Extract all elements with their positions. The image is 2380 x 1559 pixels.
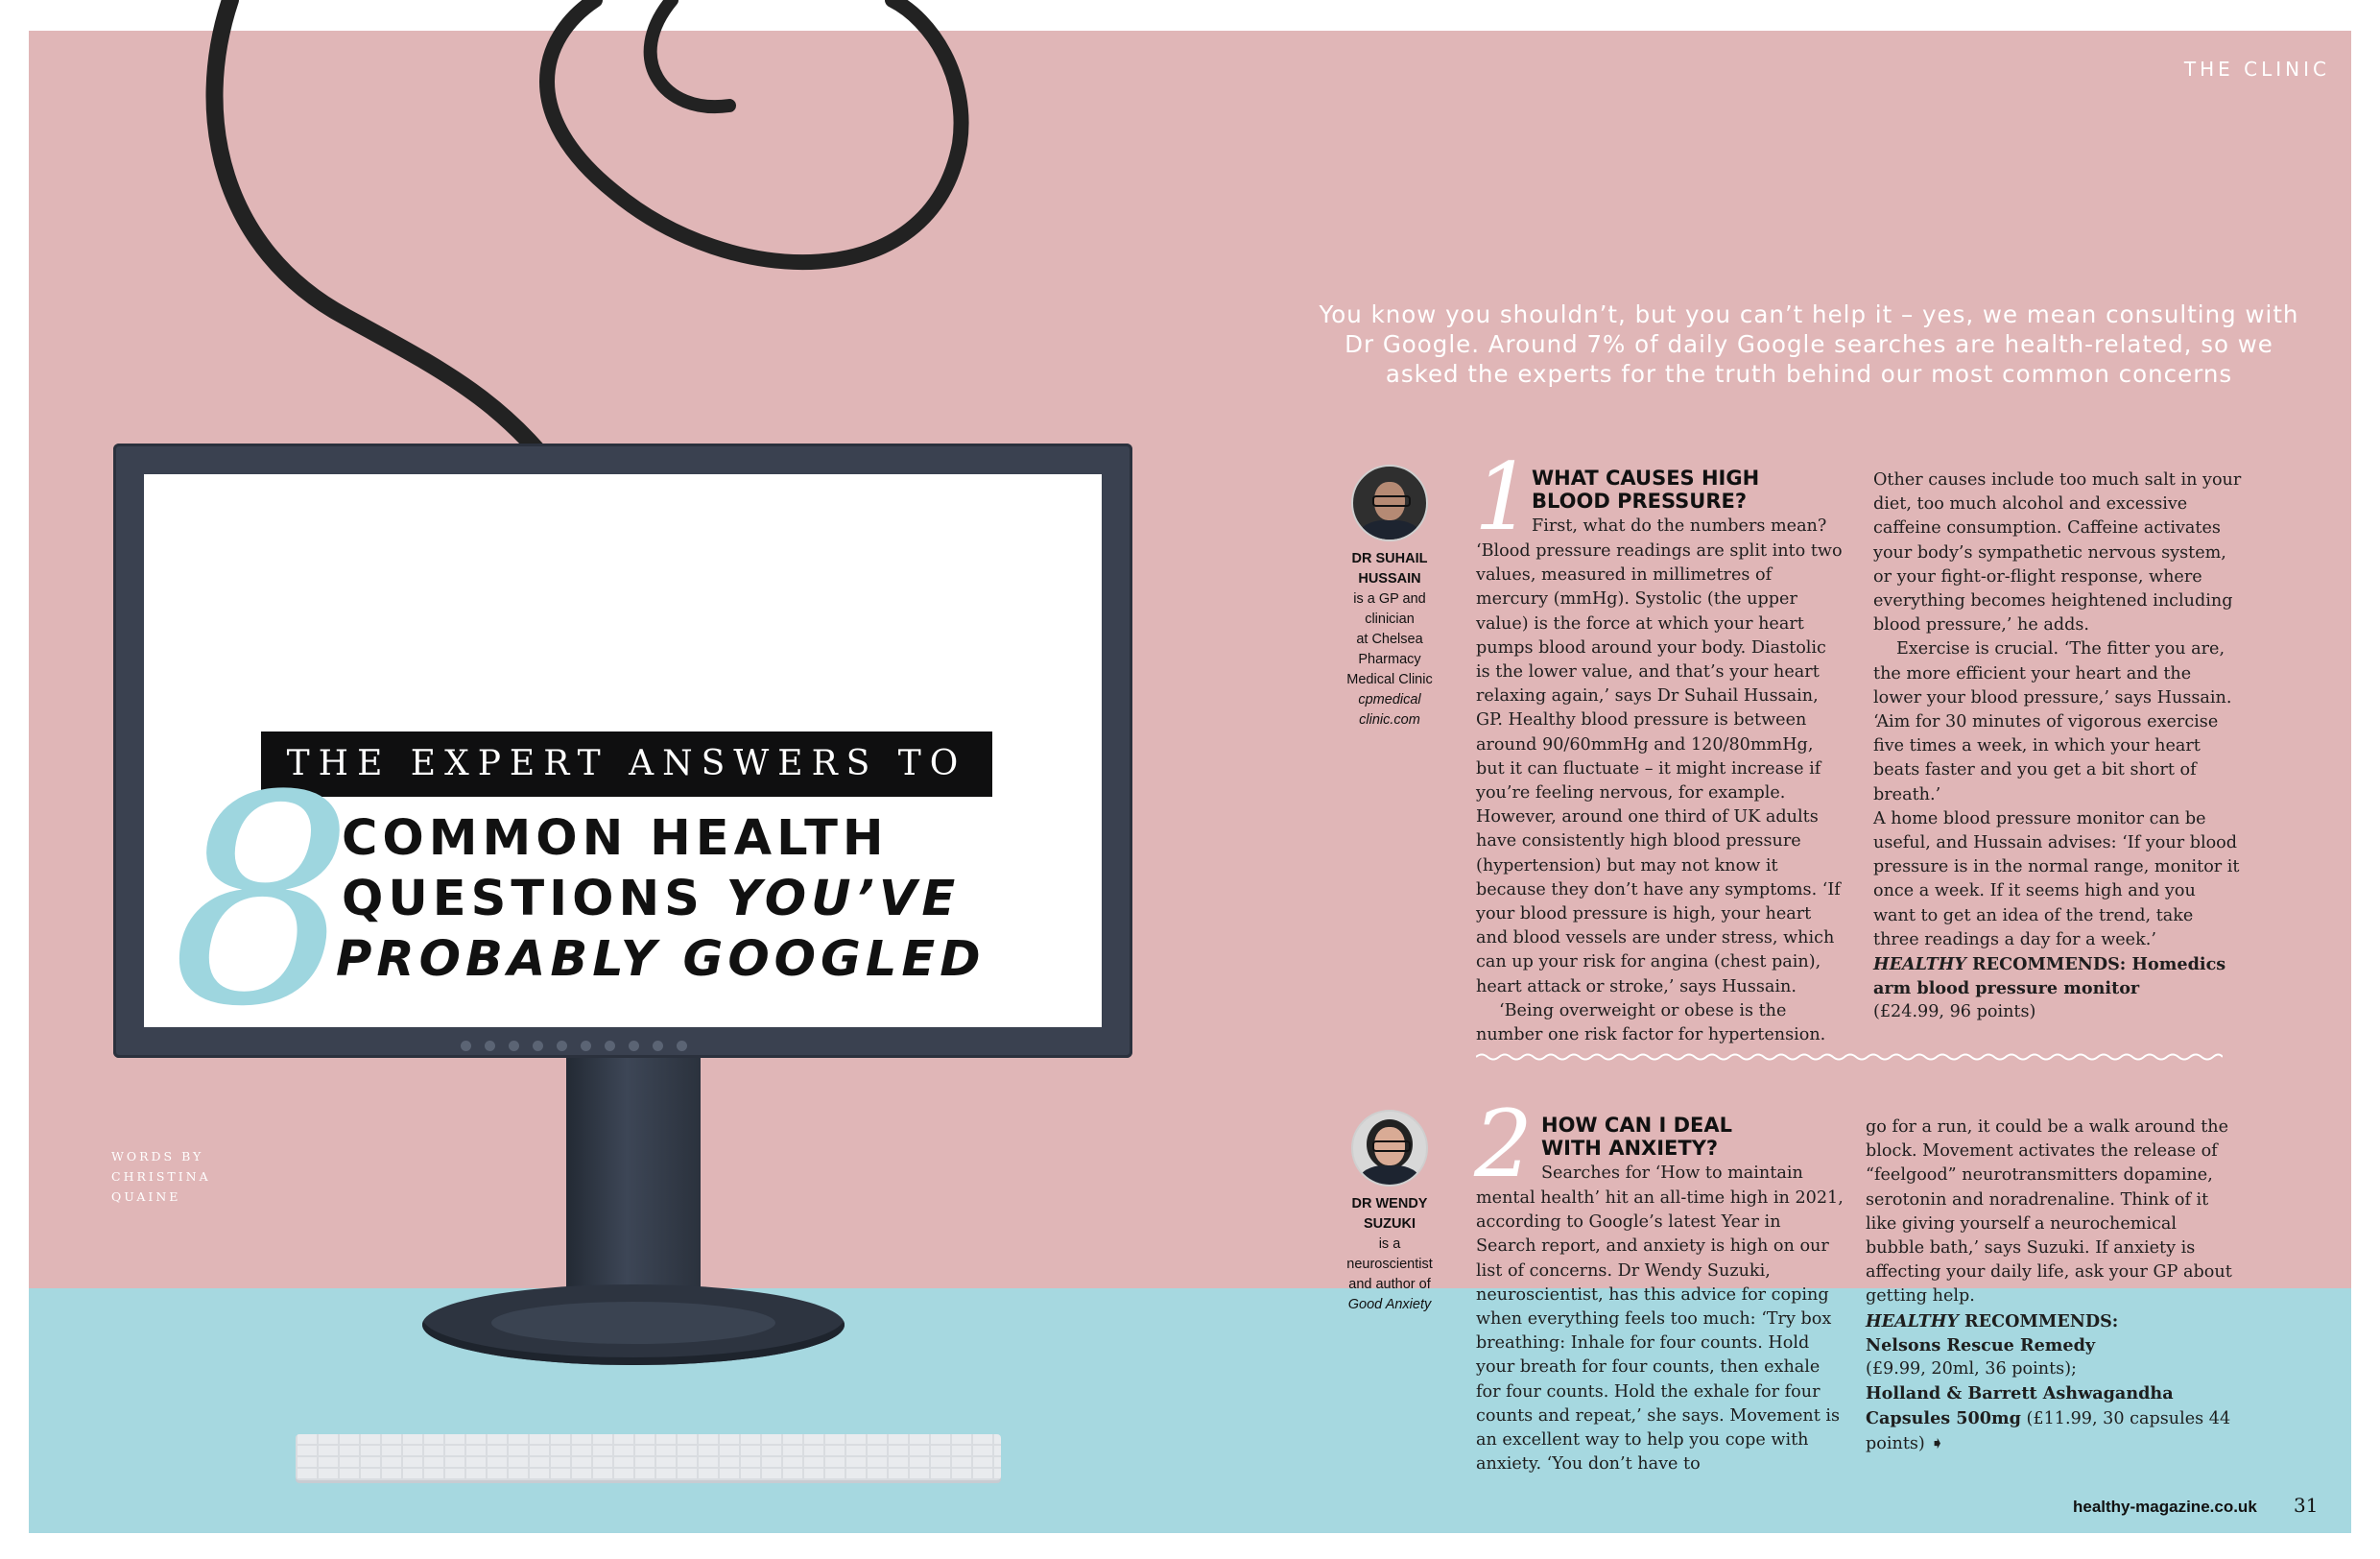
headline-kicker: THE EXPERT ANSWERS TO	[286, 744, 967, 783]
wavy-divider	[1476, 1052, 2223, 1062]
footer-url: healthy-magazine.co.uk	[2073, 1498, 2257, 1516]
headline	[336, 808, 986, 990]
article-column: mental health’ hit an all-time high in 2021, according to Google’s latest Year in Search report, and anxiety is high on our list of concerns. Dr Wendy Suzuki, neuroscientist, has this advice for coping when everything feels too much: ‘Try box breathing: Inhale for four counts. Hold your breath for four counts, then exhale for four counts. Hold the exhale for four counts and repeat,’ she says. Movement is an excellent way to help you cope with anxiety. ‘You don’t have to	[1476, 1188, 1844, 1475]
article-column: go for a run, it could be a walk around the block. Movement activates the release of “feelgood” neurotransmitters dopamine, serotonin and noradrenaline. Think of it like giving yourself a neurochemical bubble bath,’ says Suzuki. If anxiety is affecting your daily life, ask your GP about getting help. HEALTHY RECOMMENDS: Nelsons Rescue Remedy (£9.99, 20ml, 36 points); Holland & Barrett Ashwagandha Capsules 500mg (£11.99, 30 capsules 44 points) ➧	[1866, 1115, 2234, 1456]
headline-line2: QUESTIONS YOU’VE	[342, 871, 961, 927]
headline-line1: COMMON HEALTH	[342, 810, 889, 867]
headline-line3: PROBABLY GOOGLED	[336, 931, 986, 988]
question-lead: Searches for ‘How to maintain	[1541, 1163, 1803, 1183]
monitor-stand	[566, 1058, 701, 1307]
article-column: Other causes include too much salt in your diet, too much alcohol and excessive caffeine consumption. Caffeine activates your body’s sympathetic nervous system, or your fight-or-flight response, where everything becomes heightened including blood pressure,’ he adds. Exercise is crucial. ‘The fitter you are, the more efficient your heart and the lower your blood pressure,’ says Hussain. ‘Aim for 30 minutes of vigorous exercise five times a week, in which your heart beats faster and you get a bit short of breath.’ A home blood pressure monitor can be useful, and Hussain advises: ‘If your blood pressure is in the normal range, monitor it once a week. If it seems high and you want to get an idea of the trend, take three readings a day for a week.’ HEALTHY RECOMMENDS: Homedics arm blood pressure monitor (£24.99, 96 points)	[1873, 470, 2242, 1022]
question-number: 2	[1474, 1091, 1534, 1198]
page-number: 31	[2294, 1494, 2319, 1517]
section-label: THE CLINIC	[2183, 58, 2330, 81]
byline: WORDS BY CHRISTINA QUAINE	[111, 1149, 211, 1204]
monitor-base-inner	[491, 1302, 775, 1344]
expert-hussain: DR SUHAIL HUSSAIN is a GP and clinician at Chelsea Pharmacy Medical Clinic cpmedical clinic.com	[1332, 465, 1447, 731]
avatar	[1351, 1110, 1428, 1187]
avatar	[1351, 465, 1428, 541]
question-title: WHAT CAUSES HIGH BLOOD PRESSURE?	[1532, 467, 1760, 513]
question-lead: First, what do the numbers mean?	[1532, 516, 1827, 536]
headline-number: 8	[171, 734, 354, 1069]
recommendation: HEALTHY RECOMMENDS: Homedics arm blood pressure monitor	[1873, 954, 2226, 999]
recommendation: HEALTHY RECOMMENDS:	[1866, 1310, 2119, 1331]
monitor-buttons	[461, 1037, 768, 1052]
intro-standfirst: You know you shouldn’t, but you can’t help it – yes, we mean consulting with Dr Google. Around 7% of daily Google searches are health-related, so we asked the experts for the truth behind our most common concerns	[1319, 300, 2299, 388]
question-title: HOW CAN I DEAL WITH ANXIETY?	[1541, 1114, 1732, 1160]
continue-arrow-icon: ➧	[1930, 1433, 1945, 1453]
keyboard-illustration	[296, 1434, 1001, 1480]
article-column: ‘Blood pressure readings are split into two values, measured in millimetres of mercury (mmHg). Systolic (the upper value) is the force at which your heart pumps blood around your body. Diastolic is the lower value, and that’s your heart relaxing again,’ says Dr Suhail Hussain, GP. Healthy blood pressure is between around 90/60mmHg and 120/80mmHg, but it can fluctuate – it might increase if you’re feeling nervous, for example. However, around one third of UK adults have consistently high blood pressure (hypertension) but may not know it because they don’t have any symptoms. ‘If your blood pressure is high, your heart and blood vessels are under stress, which can up your risk for angina (chest pain), heart attack or stroke,’ says Hussain. ‘Being overweight or obese is the number one risk factor for hypertension.	[1476, 541, 1843, 1045]
question-number: 1	[1474, 444, 1534, 551]
expert-suzuki: DR WENDY SUZUKI is a neuroscientist and author of Good Anxiety	[1332, 1110, 1447, 1315]
